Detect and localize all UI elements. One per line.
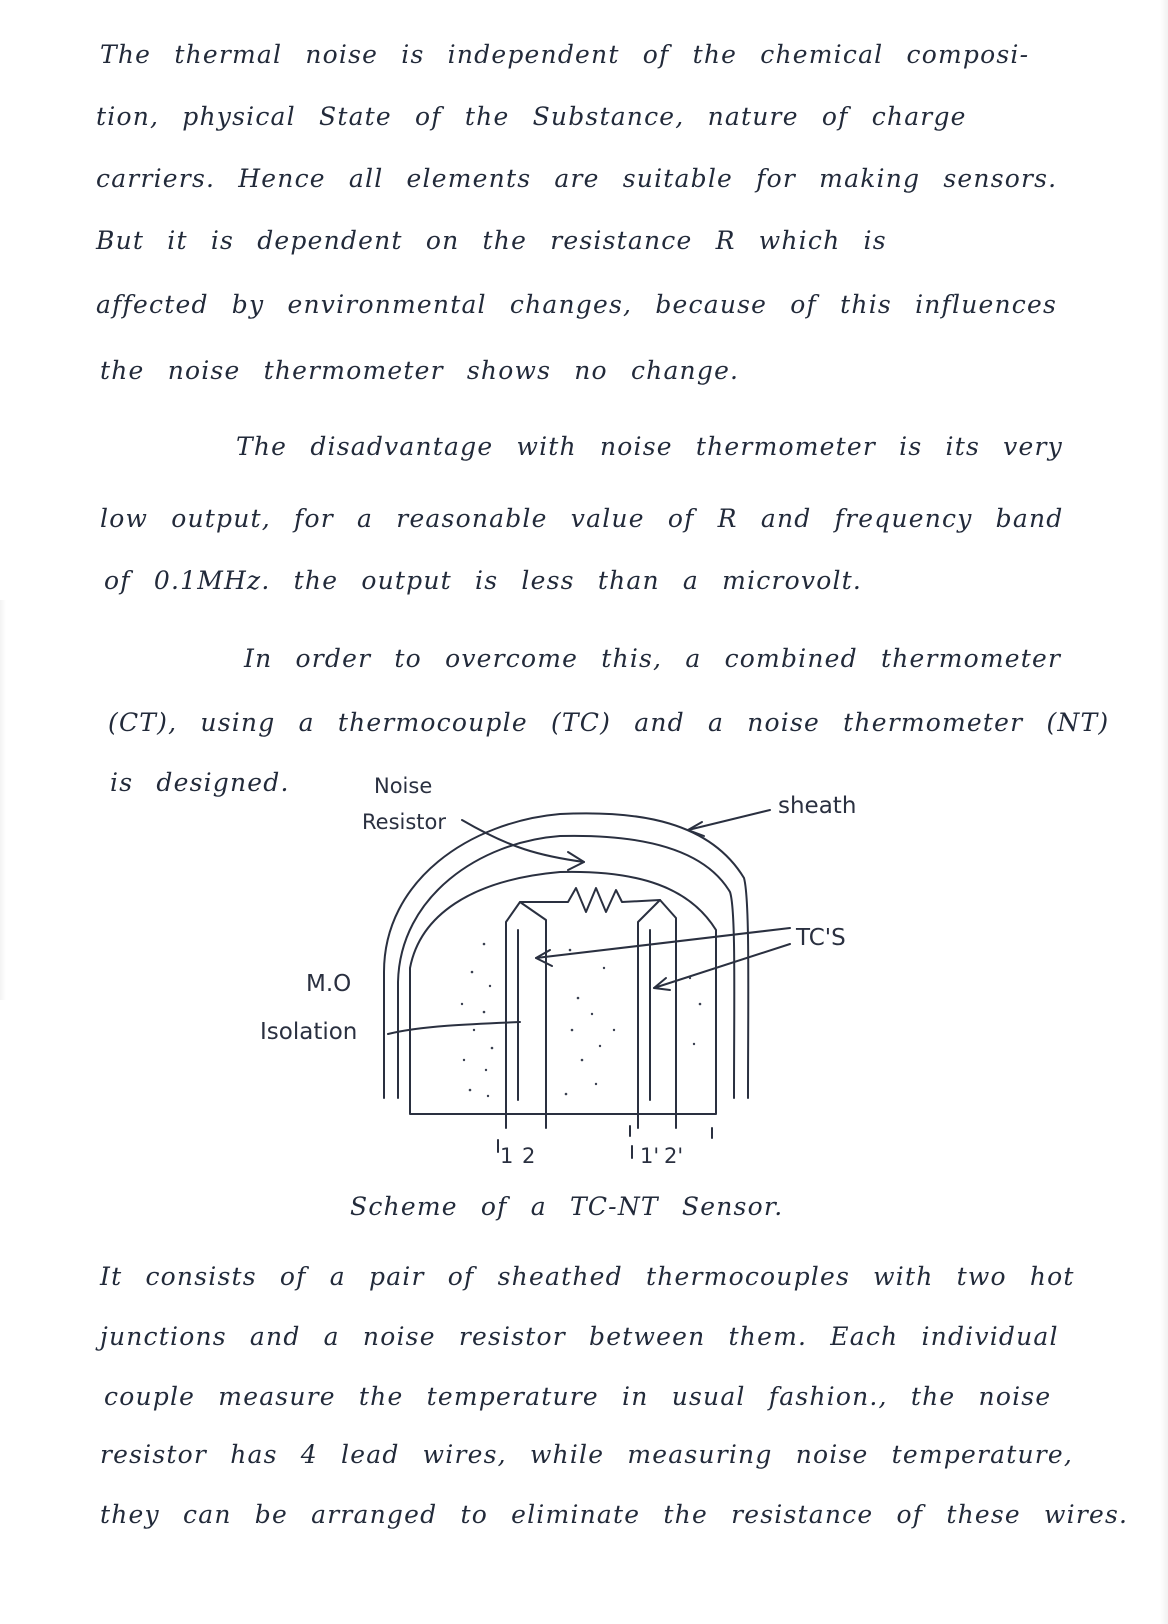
noise-resistor-zigzag: [520, 888, 660, 912]
p1-line-3: carriers. Hence all elements are suitable for making sensors.: [96, 164, 1058, 193]
label-resistor: Resistor: [362, 810, 446, 834]
label-sheath: sheath: [778, 793, 857, 819]
leader-tcs-1: [536, 928, 790, 958]
leader-noise-resistor: [462, 820, 584, 862]
p3-line-3: is designed.: [110, 768, 290, 797]
label-mo: M.O: [306, 971, 352, 997]
label-isolation: Isolation: [260, 1019, 358, 1045]
diagram-caption: Scheme of a TC-NT Sensor.: [350, 1192, 784, 1221]
p1-line-5: affected by environmental changes, because of this influences: [96, 290, 1058, 319]
p4-line-1: It consists of a pair of sheathed thermocouples with two hot: [100, 1262, 1075, 1291]
label-noise: Noise: [374, 774, 433, 798]
p1-line-6: the noise thermometer shows no change.: [100, 356, 740, 385]
mo-dots: [461, 943, 702, 1098]
tc-right-wire-1: [638, 900, 676, 1128]
sheath-outer: [384, 813, 748, 1098]
leader-sheath: [688, 810, 770, 830]
p2-line-3: of 0.1MHz. the output is less than a microvolt.: [104, 566, 863, 595]
p2-line-1: The disadvantage with noise thermometer is its very: [236, 432, 1063, 461]
page-edge: [1160, 0, 1168, 1624]
p4-line-3: couple measure the temperature in usual fashion., the noise: [104, 1382, 1052, 1411]
tc-left-wire-1: [506, 902, 546, 1128]
p1-line-2: tion, physical State of the Substance, nature of charge: [96, 102, 967, 131]
p1-line-4: But it is dependent on the resistance R which is: [96, 226, 887, 255]
page-left-edge: [0, 600, 6, 1000]
label-tcs: TC'S: [796, 925, 846, 951]
p2-line-2: low output, for a reasonable value of R and frequency band: [100, 504, 1064, 533]
sheath-inner: [398, 836, 734, 1098]
leader-tcs-2: [654, 944, 790, 988]
p3-line-2: (CT), using a thermocouple (TC) and a noise thermometer (NT): [108, 708, 1110, 737]
label-lead-2: 2: [522, 1144, 536, 1168]
p4-line-4: resistor has 4 lead wires, while measuring noise temperature,: [100, 1440, 1074, 1469]
label-lead-1: 1: [500, 1144, 514, 1168]
p4-line-2: junctions and a noise resistor between them. Each individual: [100, 1322, 1059, 1351]
leader-mo-isolation: [388, 1022, 520, 1034]
p1-line-1: The thermal noise is independent of the chemical composi-: [100, 40, 1030, 69]
p3-line-1: In order to overcome this, a combined thermometer: [244, 644, 1062, 673]
label-lead-1-prime: 1': [640, 1144, 660, 1168]
label-lead-2-prime: 2': [664, 1144, 684, 1168]
p4-line-5: they can be arranged to eliminate the resistance of these wires.: [100, 1500, 1129, 1529]
mo-body: [410, 872, 716, 1114]
